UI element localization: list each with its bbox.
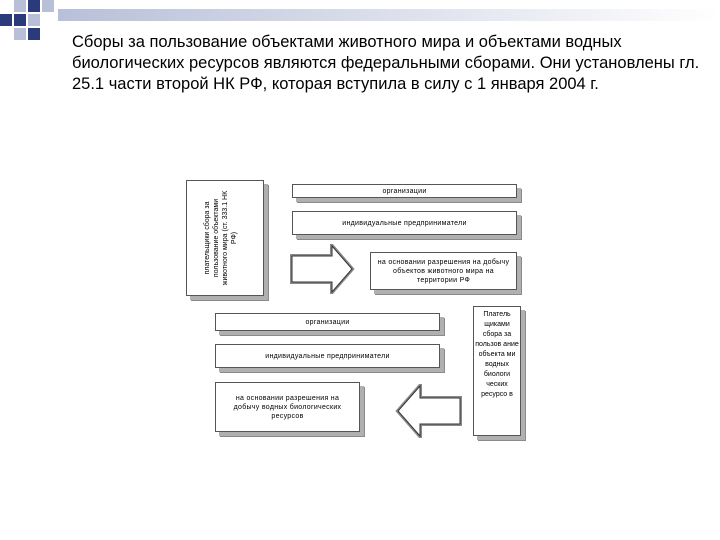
corner-square-7 xyxy=(14,28,26,40)
arrow-left-icon xyxy=(394,384,464,438)
corner-square-8 xyxy=(28,28,40,40)
permit-water-box: на основании разрешения на добычу водных биологических ресурсов xyxy=(215,382,360,432)
corner-square-3 xyxy=(42,0,54,12)
ip-box-bottom: индивидуальные предприниматели xyxy=(215,344,440,368)
corner-square-2 xyxy=(28,0,40,12)
org-box-bottom: организации xyxy=(215,313,440,331)
arrow-right-icon xyxy=(290,244,356,294)
corner-square-1 xyxy=(14,0,26,12)
org-box-top: организации xyxy=(292,184,517,198)
corner-square-5 xyxy=(14,14,26,26)
payers-animal-box xyxy=(186,180,264,296)
corner-square-6 xyxy=(28,14,40,26)
header-bar xyxy=(58,9,720,21)
ip-box-top: индивидуальные предприниматели xyxy=(292,211,517,235)
permit-animal-box: на основании разрешения на добычу объектов животного мира на территории РФ xyxy=(370,252,517,290)
corner-square-4 xyxy=(0,14,12,26)
slide-title: Сборы за пользование объектами животного мира и объектами водных биологических ресурсов являются федеральными сборами. Они установлены гл. 25.1 части второй НК РФ, которая вступила в силу с 1 января 2004 г. xyxy=(72,33,700,93)
payers-animal-label: плательщики сбора за пользование объектами животного мира (ст. 333.1 НК РФ) xyxy=(204,190,238,286)
payers-water-box: Платель щиками сбора за пользов ание объекта ми водных биологи ческих ресурсо в xyxy=(473,306,521,436)
